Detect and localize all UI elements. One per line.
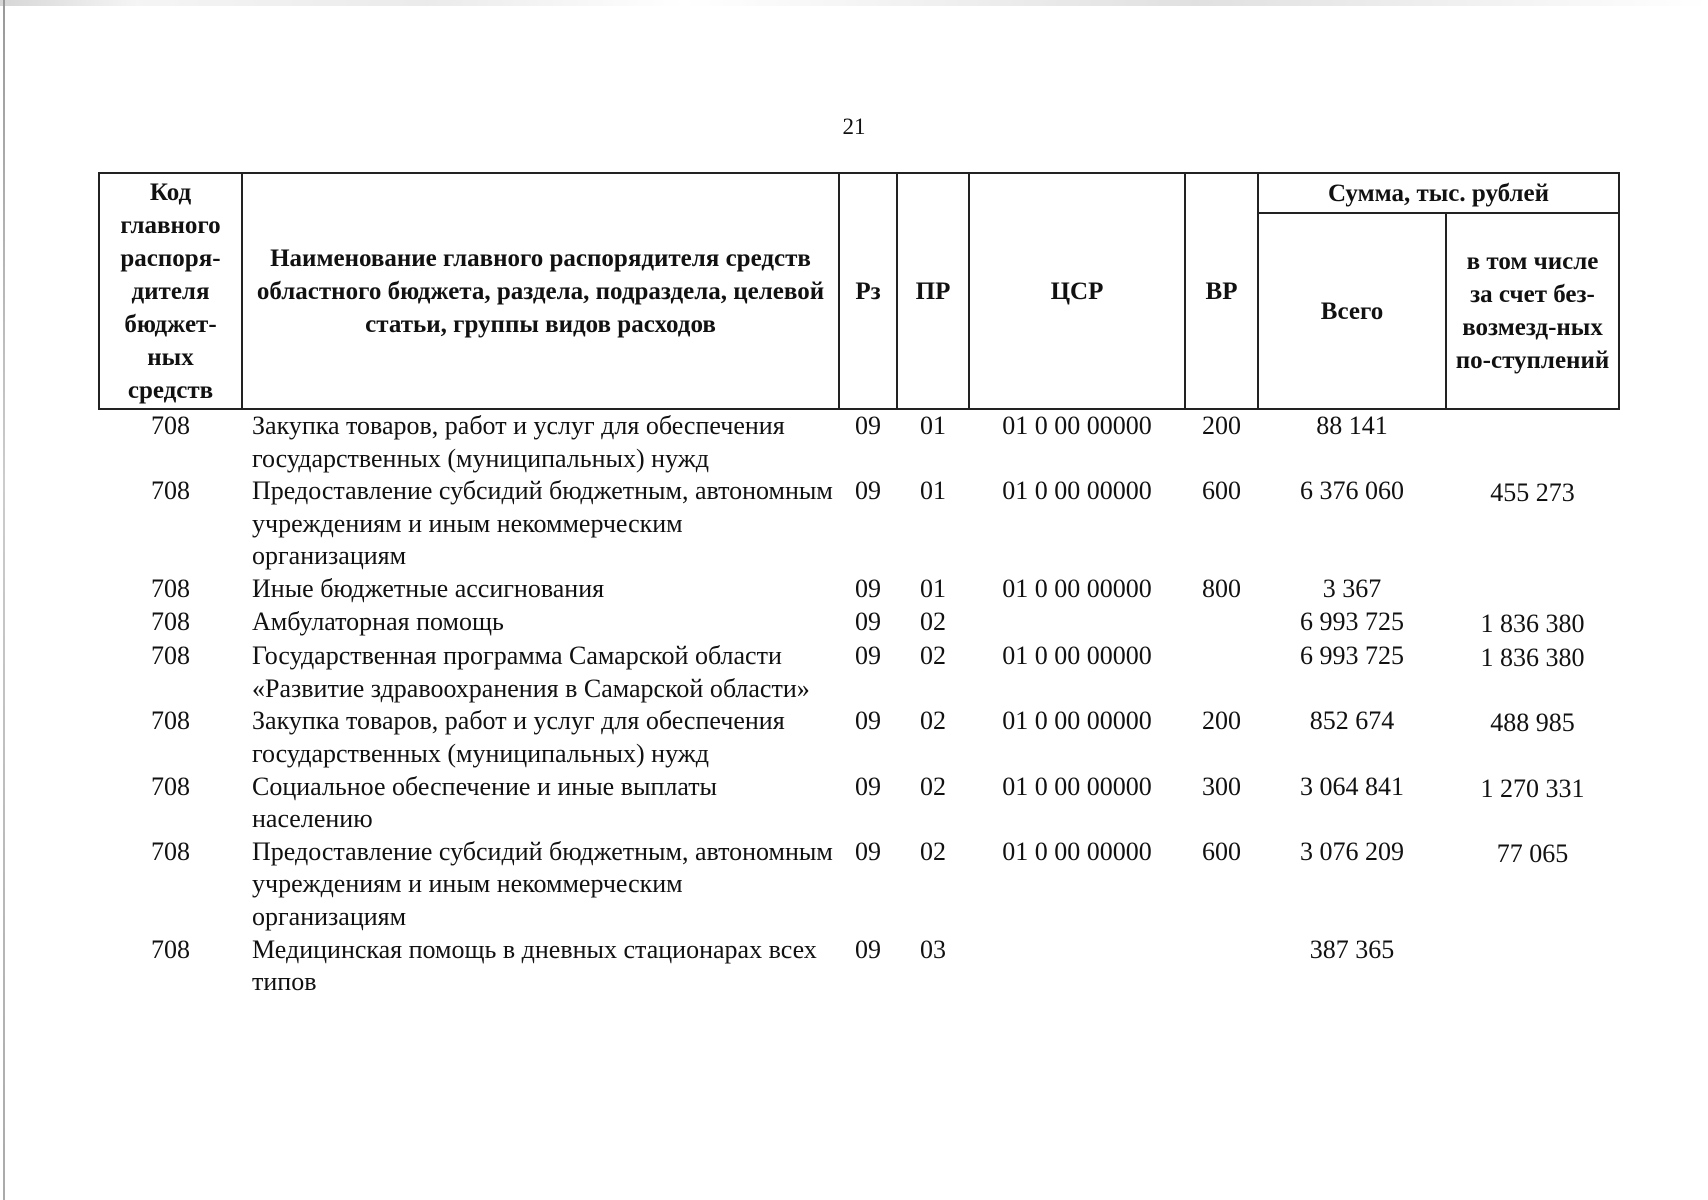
cell-code: 708 [151,706,190,736]
table-row [99,573,1619,606]
table-row [99,606,1619,641]
cell-csr: 01 0 00 00000 [1002,836,1152,866]
cell-code: 708 [151,606,190,636]
cell-name: Иные бюджетные ассигнования [252,573,605,603]
cell-code: 708 [151,934,190,964]
table-body [99,409,1619,999]
cell-csr [969,606,1185,641]
cell-total: 88 141 [1316,411,1388,440]
cell-code: 708 [151,573,190,603]
page-number: 21 [842,114,866,139]
table-row [99,640,1619,705]
header-csr: ЦСР [969,173,1185,409]
cell-pr: 02 [920,706,946,736]
cell-total: 3 064 841 [1300,771,1404,801]
scan-noise [0,0,1708,6]
cell-pr: 02 [920,606,946,636]
header-code: Код главного распоря-дителя бюджет-ных средств [99,173,242,409]
cell-total: 387 365 [1309,934,1395,964]
cell-total: 3 367 [1322,573,1382,603]
cell-incl [1446,934,1619,999]
cell-incl: 1 836 380 [1480,643,1585,673]
cell-incl: 77 065 [1496,838,1569,868]
cell-csr: 01 0 00 00000 [1002,706,1152,736]
cell-csr: 01 0 00 00000 [1002,771,1152,801]
table-row [99,836,1619,934]
cell-name: Государственная программа Самарской области «Развитие здравоохранения в Самарской области» [252,641,810,703]
table-row [99,771,1619,836]
table-row [99,475,1619,573]
cell-total: 6 993 725 [1300,606,1404,636]
cell-incl: 488 985 [1490,708,1575,738]
cell-csr: 01 0 00 00000 [1002,641,1152,671]
cell-pr: 01 [920,476,946,506]
cell-pr: 02 [920,641,946,671]
cell-rz: 09 [855,836,881,866]
cell-incl: 1 836 380 [1480,608,1585,638]
scan-edge [3,0,5,1200]
cell-total: 6 993 725 [1300,641,1404,671]
cell-rz: 09 [855,476,881,506]
cell-rz: 09 [855,606,881,636]
cell-vr: 300 [1202,771,1241,801]
cell-name: Закупка товаров, работ и услуг для обеспечения государственных (муниципальных) нужд [252,706,785,768]
cell-name: Закупка товаров, работ и услуг для обеспечения государственных (муниципальных) нужд [252,411,785,473]
cell-rz: 09 [855,706,881,736]
cell-vr: 200 [1202,411,1241,440]
cell-vr [1185,934,1258,999]
cell-incl [1446,573,1619,606]
cell-code: 708 [151,411,190,440]
cell-vr: 200 [1202,706,1241,736]
header-incl: в том числе за счет без-возмезд-ных по-ступлений [1446,213,1619,409]
cell-pr: 03 [920,934,946,964]
cell-vr: 600 [1202,836,1241,866]
cell-name: Медицинская помощь в дневных стационарах всех типов [252,934,817,997]
cell-vr: 800 [1202,573,1241,603]
cell-pr: 02 [920,836,946,866]
cell-csr: 01 0 00 00000 [1002,476,1152,506]
cell-csr [969,934,1185,999]
cell-name: Амбулаторная помощь [252,606,504,636]
cell-rz: 09 [855,573,881,603]
header-vr: ВР [1185,173,1258,409]
cell-rz: 09 [855,934,881,964]
cell-rz: 09 [855,771,881,801]
cell-name: Социальное обеспечение и иные выплаты населению [252,771,718,834]
cell-name: Предоставление субсидий бюджетным, автономным учреждениям и иным некоммерческим организациям [252,836,833,931]
header-sum-group: Сумма, тыс. рублей [1258,173,1619,213]
table-row [99,705,1619,770]
cell-code: 708 [151,641,190,671]
cell-vr [1185,640,1258,705]
cell-code: 708 [151,836,190,866]
cell-csr: 01 0 00 00000 [1002,573,1152,603]
header-rz: Рз [839,173,897,409]
cell-name: Предоставление субсидий бюджетным, автономным учреждениям и иным некоммерческим организациям [252,476,833,571]
cell-pr: 01 [920,411,946,440]
cell-code: 708 [151,771,190,801]
cell-rz: 09 [855,641,881,671]
cell-incl: 1 270 331 [1480,773,1585,803]
header-total: Всего [1258,213,1446,409]
cell-total: 3 076 209 [1300,836,1404,866]
table-row [99,409,1619,475]
cell-incl: 455 273 [1490,478,1575,508]
cell-incl [1446,409,1619,475]
cell-pr: 02 [920,771,946,801]
cell-total: 6 376 060 [1300,476,1404,506]
header-pr: ПР [897,173,969,409]
budget-table [98,172,1620,999]
cell-vr: 600 [1202,476,1241,506]
cell-total: 852 674 [1309,706,1395,736]
cell-csr: 01 0 00 00000 [1002,411,1152,440]
cell-pr: 01 [920,573,946,603]
cell-code: 708 [151,476,190,506]
table-row [99,934,1619,999]
cell-vr [1185,606,1258,641]
cell-rz: 09 [855,411,881,440]
header-name: Наименование главного распорядителя средств областного бюджета, раздела, подраздела, целевой статьи, группы видов расходов [242,173,839,409]
